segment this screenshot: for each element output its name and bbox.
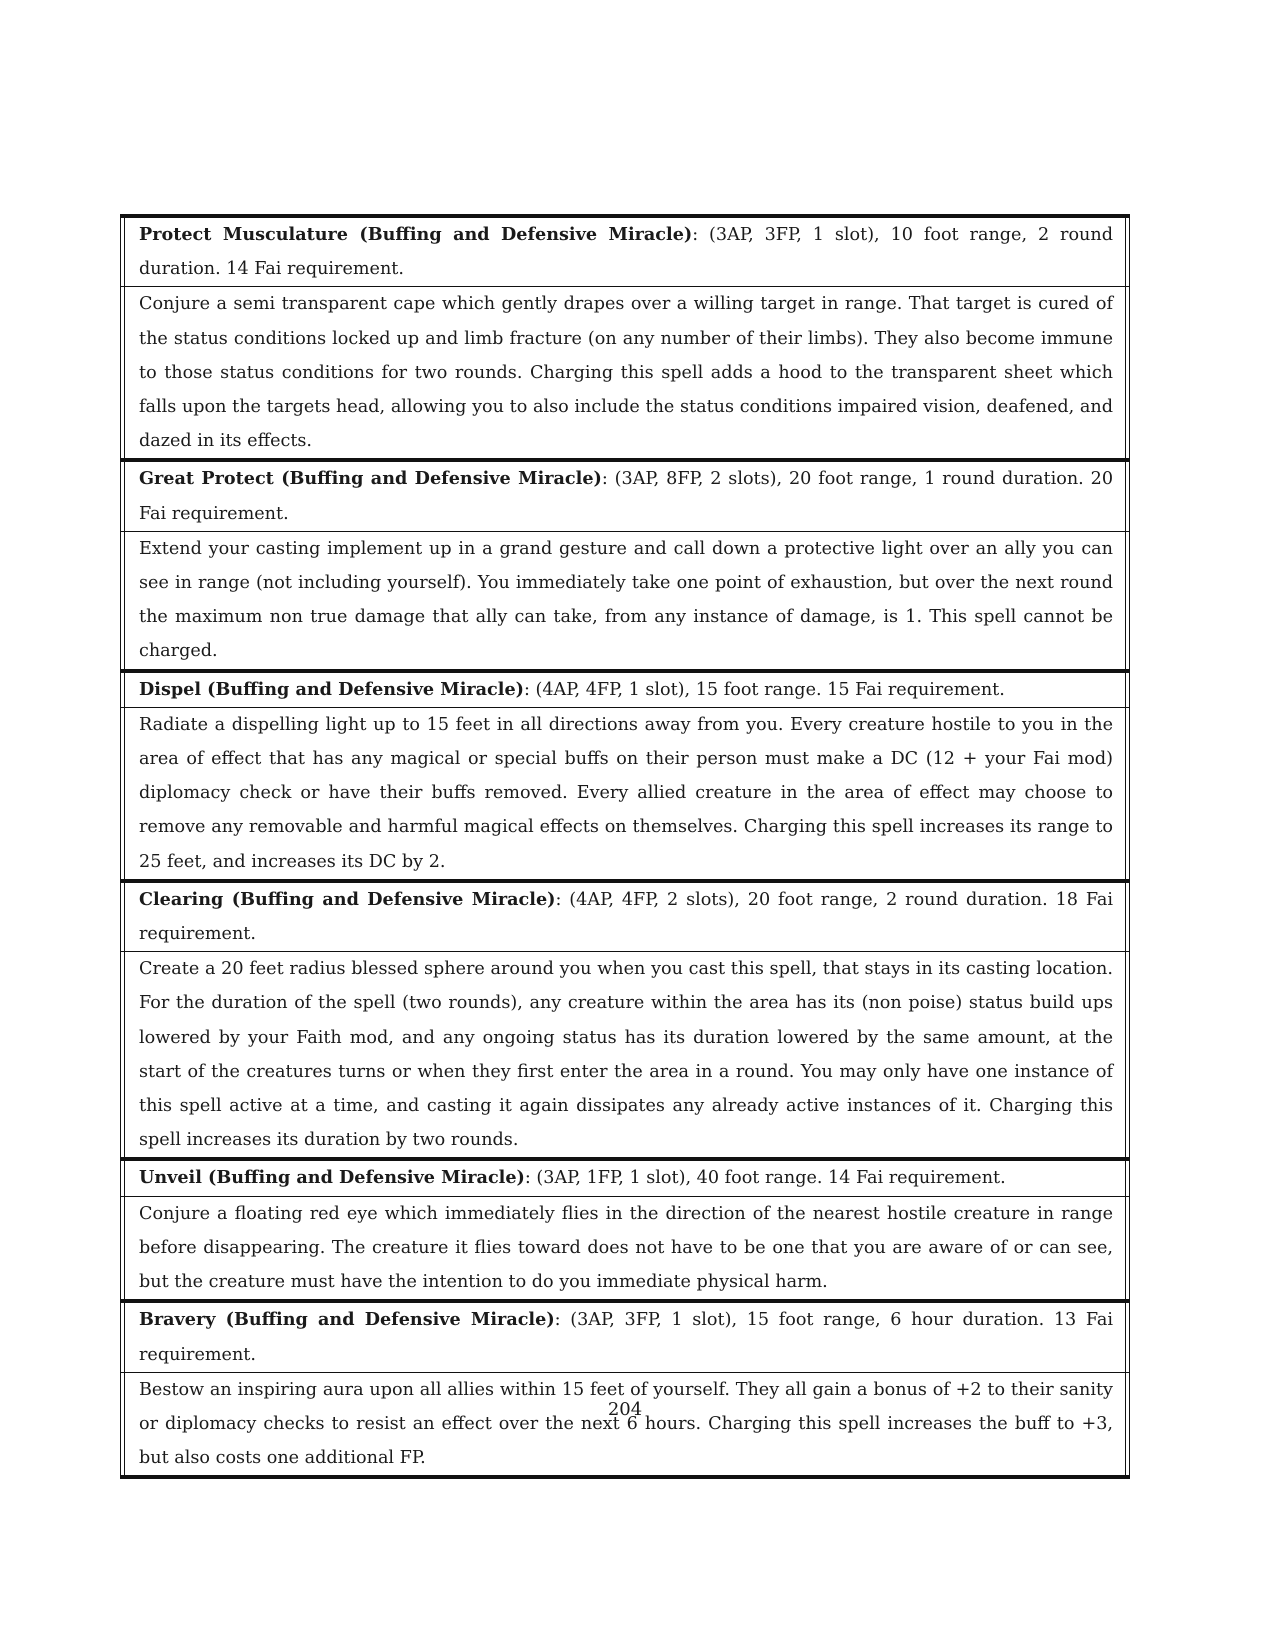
spell-stats: : (4AP, 4FP, 2 slots), 20 foot range, 2 round duration. 18 Fai requirement. bbox=[139, 889, 1113, 945]
spell-description: Extend your casting implement up in a grand gesture and call down a protective light over an ally you can see in range (not including yourself). You immediately take one point of exhaustion, but over the next round the maximum non true damage that ally can take, from any instance of damage, is 1. This spell cannot be charged. bbox=[139, 538, 1113, 662]
spell-name: Great Protect (Buffing and Defensive Miracle) bbox=[139, 468, 602, 490]
spell-description: Create a 20 feet radius blessed sphere around you when you cast this spell, that stays in its casting location. For the duration of the spell (two rounds), any creature within the area has its (non poise) status build ups lowered by your Faith mod, and any ongoing status has its duration lowered by the same amount, at the start of the creatures turns or when they first enter the area in a round. You may only have one instance of this spell active at a time, and casting it again dissipates any already active instances of it. Charging this spell increases its duration by two rounds. bbox=[139, 959, 1113, 1151]
spell-header bbox=[121, 673, 1129, 708]
spell-name: Clearing (Buffing and Defensive Miracle) bbox=[139, 888, 556, 910]
spell-description: Bestow an inspiring aura upon all allies within 15 feet of yourself. They all gain a bonus of +2 to their sanity or diplomacy checks to resist an effect over the next 6 hours. Charging this spell increases the buff to +3, but also costs one additional FP. bbox=[139, 1379, 1113, 1469]
spell-entry-great-protect bbox=[121, 458, 1129, 668]
spell-stats: : (3AP, 8FP, 2 slots), 20 foot range, 1 round duration. 20 Fai requirement. bbox=[139, 469, 1114, 524]
spell-stats: : (3AP, 3FP, 1 slot), 15 foot range, 6 hour duration. 13 Fai requirement. bbox=[139, 1310, 1113, 1365]
spell-entry-dispel bbox=[121, 669, 1129, 879]
spell-name: Protect Musculature (Buffing and Defensive Miracle) bbox=[139, 224, 693, 245]
spell-stats: : (4AP, 4FP, 1 slot), 15 foot range. 15 Fai requirement. bbox=[523, 679, 1005, 700]
spell-stats: : (3AP, 1FP, 1 slot), 40 foot range. 14 Fai requirement. bbox=[524, 1168, 1006, 1189]
spell-description: Conjure a semi transparent cape which gently drapes over a willing target in range. That target is cured of the status conditions locked up and limb fracture (on any number of their limbs). They also become immune to those status conditions for two rounds. Charging this spell adds a hood to the transparent sheet which falls upon the targets head, allowing you to also include the status conditions impaired vision, deafened, and dazed in its effects. bbox=[139, 294, 1113, 452]
spell-header bbox=[121, 883, 1129, 952]
spell-name: Unveil (Buffing and Defensive Miracle) bbox=[139, 1167, 525, 1189]
spell-entry-unveil bbox=[121, 1157, 1129, 1299]
spell-description: Conjure a floating red eye which immediately flies in the direction of the nearest hostile creature in range before disappearing. The creature it flies toward does not have to be one that you are aware of or can see, but the creature must have the intention to do you immediate physical harm. bbox=[139, 1203, 1113, 1293]
spell-header bbox=[121, 218, 1129, 287]
spell-entry-protect-musculature bbox=[121, 214, 1129, 458]
spell-header bbox=[121, 1303, 1129, 1372]
spell-header bbox=[121, 462, 1129, 531]
spell-entry-bravery bbox=[121, 1299, 1129, 1479]
spell-name: Bravery (Buffing and Defensive Miracle) bbox=[139, 1309, 555, 1331]
spell-entry-clearing bbox=[121, 879, 1129, 1158]
spell-description: Radiate a dispelling light up to 15 feet in all directions away from you. Every creature hostile to you in the area of effect that has any magical or special buffs on their person must make a DC (12 + your Fai mod) diplomacy check or have their buffs removed. Every allied creature in the area of effect may choose to remove any removable and harmful magical effects on themselves. Charging this spell increases its range to 25 feet, and increases its DC by 2. bbox=[139, 714, 1113, 872]
spell-name: Dispel (Buffing and Defensive Miracle) bbox=[139, 678, 524, 700]
spell-stats: : (3AP, 3FP, 1 slot), 10 foot range, 2 round duration. 14 Fai requirement. bbox=[139, 225, 1113, 280]
spell-header bbox=[121, 1161, 1129, 1196]
spell-table bbox=[120, 214, 1130, 1479]
page-number: 204 bbox=[607, 1399, 643, 1420]
